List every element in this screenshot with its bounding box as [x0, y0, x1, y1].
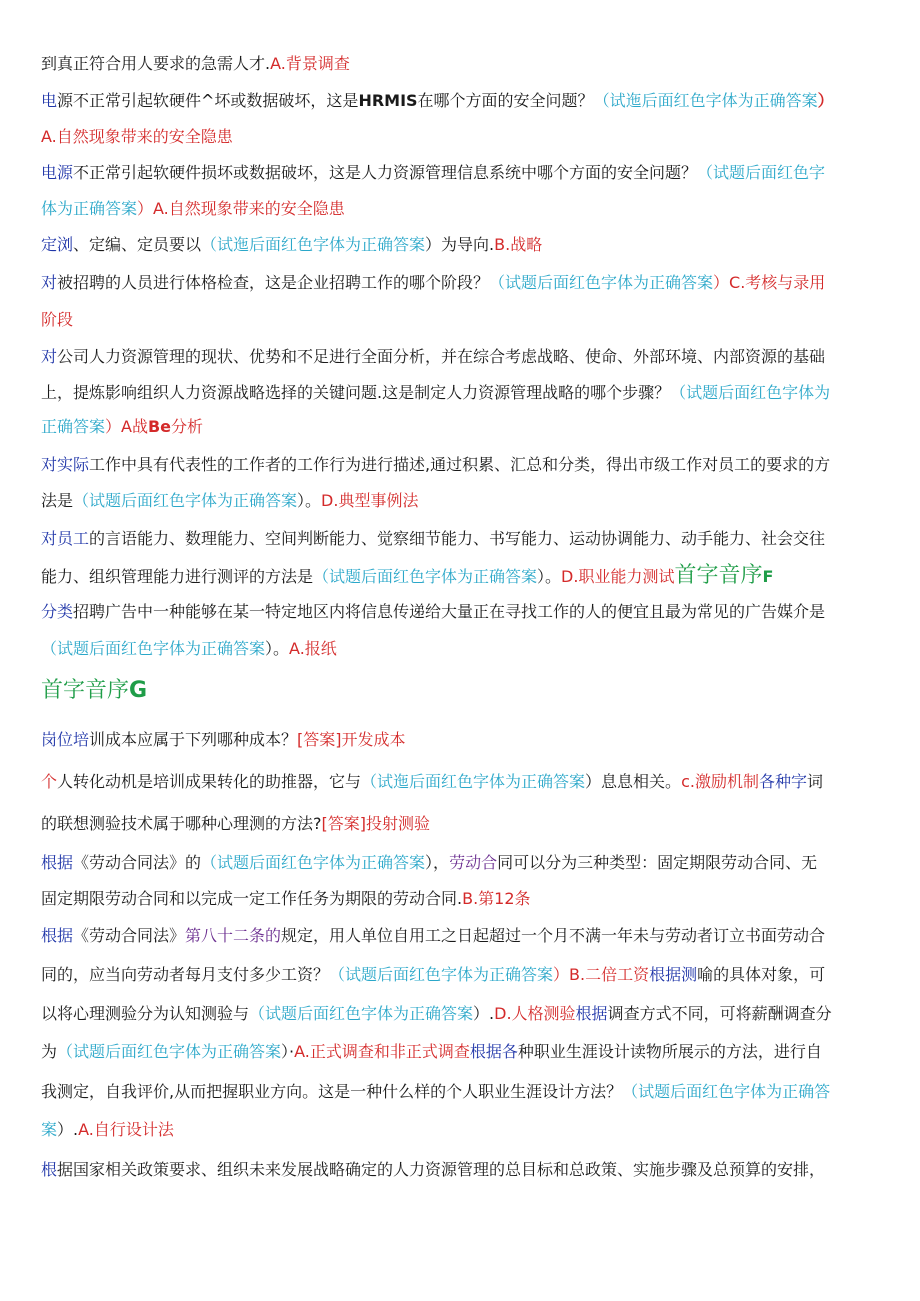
- text-segment: 首字音序: [674, 563, 763, 588]
- text-line: [41, 1152, 881, 1188]
- text-segment: A.背景调查: [270, 54, 350, 73]
- text-segment: 根据: [41, 853, 74, 872]
- text-segment: 的言语能力、数理能力、空间判断能力、觉察细节能力、书写能力、运动协调能力、动手能力、社会交往: [89, 529, 826, 548]
- text-segment: D.职业能力测试: [561, 567, 675, 586]
- text-segment: 词: [806, 772, 823, 791]
- text-segment: Be: [147, 417, 172, 436]
- text-segment: 开发成本: [341, 730, 406, 749]
- text-segment: ）息息相关。: [585, 772, 682, 791]
- text-line: [41, 447, 881, 483]
- text-segment: 阶段: [41, 310, 74, 329]
- text-segment: ）。: [265, 639, 290, 658]
- text-segment: 对: [41, 273, 58, 292]
- text-segment: HRMIS: [358, 91, 418, 110]
- text-segment: ）.: [473, 1004, 495, 1023]
- text-line: [41, 155, 881, 191]
- text-segment: （试题后面红色字体为正确答案: [329, 965, 554, 984]
- text-line: [41, 957, 881, 993]
- text-segment: 体为正确答案: [41, 199, 138, 218]
- text-segment: 源不正常引起软硬件^坏或数据破坏，这是: [57, 91, 359, 110]
- text-line: [41, 302, 881, 338]
- text-line: [41, 996, 881, 1032]
- text-line: [41, 265, 881, 301]
- text-segment: 劳动合: [449, 853, 498, 872]
- text-segment: 《劳动合同法》的: [73, 853, 202, 872]
- text-segment: A.报纸: [289, 639, 337, 658]
- text-line: [41, 806, 881, 842]
- text-line: [41, 1112, 881, 1148]
- text-line: [41, 1074, 881, 1110]
- text-line: [41, 483, 881, 519]
- text-segment: ）。: [297, 491, 322, 510]
- text-segment: 不正常引起软硬件损坏或数据破坏，这是人力资源管理信息系统中哪个方面的安全问题？: [73, 163, 698, 182]
- text-segment: D.典型事例法: [321, 491, 419, 510]
- text-segment: （试题后面红色字体为正确答案: [73, 491, 298, 510]
- text-segment: 第八十二条的: [185, 926, 282, 945]
- text-segment: 电: [41, 91, 58, 110]
- text-segment: （试迤后面红色字体为正确答案: [201, 235, 426, 254]
- text-segment: 种职业生涯设计读物所展示的方法，进行自: [517, 1042, 822, 1061]
- text-line: [41, 521, 881, 557]
- text-segment: 在哪个方面的安全问题？: [417, 91, 594, 110]
- text-segment: 根据: [575, 1004, 608, 1023]
- text-segment: ）为导向.: [425, 235, 495, 254]
- text-segment: （试题后面红色字体为正确答: [622, 1082, 831, 1101]
- text-line: [41, 227, 881, 263]
- text-segment: ），: [425, 853, 450, 872]
- text-segment: 上，提炼影响组织人力资源战略选择的关键问题.这是制定人力资源管理战略的哪个步骤？: [41, 383, 671, 402]
- text-segment: 对: [41, 347, 58, 366]
- text-segment: 个: [41, 772, 58, 791]
- text-segment: （试题后面红色字体为正确答案: [313, 567, 538, 586]
- text-segment: 我测定，自我评价,从而把握职业方向。这是一种什么样的个人职业生涯设计方法？: [41, 1082, 623, 1101]
- text-segment: 喻的具体对象，可: [697, 965, 826, 984]
- text-segment: 规定，用人单位自用工之日起超过一个月不满一年未与劳动者订立书面劳动合: [281, 926, 826, 945]
- text-line: [41, 845, 881, 881]
- text-segment: 、定编、定员要以: [73, 235, 202, 254]
- text-segment: 根据各: [469, 1042, 518, 1061]
- text-segment: 调查方式不同，可将薪酬调查分: [607, 1004, 832, 1023]
- text-segment: 对员工: [41, 529, 90, 548]
- text-line: [41, 1034, 881, 1070]
- text-segment: B.第12条: [462, 889, 531, 908]
- text-segment: （试题后面红色字体为正确答案: [41, 639, 266, 658]
- text-segment: 同的，应当向劳动者每月支付多少工资？: [41, 965, 330, 984]
- text-segment: ）A战: [105, 417, 148, 436]
- text-segment: 各种字: [758, 772, 807, 791]
- text-segment: （试题后面红色字体为: [670, 383, 831, 402]
- text-segment: ）.: [57, 1120, 79, 1139]
- text-segment: ）·: [281, 1042, 295, 1061]
- text-segment: 电源: [41, 163, 74, 182]
- heading-text: 首字音序: [41, 678, 130, 703]
- text-segment: 法是: [41, 491, 74, 510]
- text-segment: 投射测验: [366, 814, 431, 833]
- section-heading-g: [41, 676, 147, 706]
- text-segment: B.战略: [494, 235, 543, 254]
- text-line: [41, 881, 881, 917]
- text-segment: 人转化动机是培训成果转化的助推器，它与: [57, 772, 362, 791]
- text-line: [41, 119, 881, 155]
- text-segment: A.自然现象带来的安全隐患: [41, 127, 233, 146]
- text-segment: 为: [41, 1042, 58, 1061]
- text-line: [41, 631, 881, 667]
- text-segment: （试迤后面红色字体为正确答案: [361, 772, 586, 791]
- text-segment: 工作中具有代表性的工作者的工作行为进行描述,通过积累、汇总和分类，得出市级工作对员工的要求的方: [89, 455, 831, 474]
- text-segment: 到真正符合用人要求的急需人才.: [41, 54, 271, 73]
- text-segment: 被招聘的人员进行体格检查，这是企业招聘工作的哪个阶段？: [57, 273, 490, 292]
- text-line: [41, 83, 881, 119]
- text-line: [41, 409, 881, 445]
- text-segment: ）B.二倍工资: [553, 965, 650, 984]
- text-line: [41, 558, 881, 595]
- text-segment: 对实际: [41, 455, 90, 474]
- text-segment: （试迤后面红色字体为正确答案: [593, 91, 818, 110]
- text-line: [41, 375, 881, 411]
- text-line: [41, 339, 881, 375]
- text-line: [41, 764, 881, 800]
- text-segment: ）C.考核与录用: [713, 273, 826, 292]
- text-segment: 训成本应属于下列哪种成本？: [89, 730, 298, 749]
- text-segment: 根据测: [649, 965, 698, 984]
- text-segment: （试题后面红色字: [697, 163, 826, 182]
- text-segment: c.激励机制: [681, 772, 759, 791]
- text-segment: 公司人力资源管理的现状、优势和不足进行全面分析，并在综合考虑战略、使命、外部环境、内部资源的基础: [57, 347, 826, 366]
- text-segment: [答案]: [297, 730, 342, 749]
- text-segment: ）A.自然现象带来的安全隐患: [137, 199, 345, 218]
- text-segment: 分析: [171, 417, 204, 436]
- text-segment: 岗位培: [41, 730, 90, 749]
- text-segment: [答案]: [321, 814, 366, 833]
- text-segment: D.人格测验: [494, 1004, 576, 1023]
- text-segment: 以将心理测验分为认知测验与: [41, 1004, 250, 1023]
- text-segment: ）。: [537, 567, 562, 586]
- text-segment: A.自行设计法: [78, 1120, 174, 1139]
- text-segment: 正确答案: [41, 417, 106, 436]
- text-line: [41, 191, 881, 227]
- text-segment: （试题后面红色字体为正确答案: [201, 853, 426, 872]
- text-segment: 据国家相关政策要求、组织未来发展战略确定的人力资源管理的总目标和总政策、实施步骤及总预算的安排，: [57, 1160, 826, 1179]
- text-segment: （试题后面红色字体为正确答案: [249, 1004, 474, 1023]
- text-segment: F: [762, 567, 774, 586]
- heading-letter: G: [129, 678, 148, 703]
- text-segment: 《劳动合同法》: [73, 926, 186, 945]
- text-segment: 招聘广告中一种能够在某一特定地区内将信息传递给大量正在寻找工作的人的便宜且最为常见的广告媒介是: [73, 602, 826, 621]
- text-segment: 根: [41, 1160, 58, 1179]
- text-segment: 能力、组织管理能力进行测评的方法是: [41, 567, 314, 586]
- text-segment: 固定期限劳动合同和以完成一定工作任务为期限的劳动合同.: [41, 889, 463, 908]
- text-segment: （试题后面红色字体为正确答案: [489, 273, 714, 292]
- text-segment: （试题后面红色字体为正确答案: [57, 1042, 282, 1061]
- text-segment: 根据: [41, 926, 74, 945]
- text-line: [41, 46, 881, 82]
- text-segment: 定浏: [41, 235, 74, 254]
- text-segment: ）: [817, 91, 834, 110]
- text-segment: 同可以分为三种类型：固定期限劳动合同、无: [497, 853, 818, 872]
- text-segment: 的联想测验技术属于哪种心理测的方法?: [41, 814, 322, 833]
- text-segment: A.正式调查和非正式调查: [294, 1042, 470, 1061]
- text-line: [41, 722, 881, 758]
- text-segment: 案: [41, 1120, 58, 1139]
- text-line: [41, 594, 881, 630]
- text-segment: 分类: [41, 602, 74, 621]
- text-line: [41, 918, 881, 954]
